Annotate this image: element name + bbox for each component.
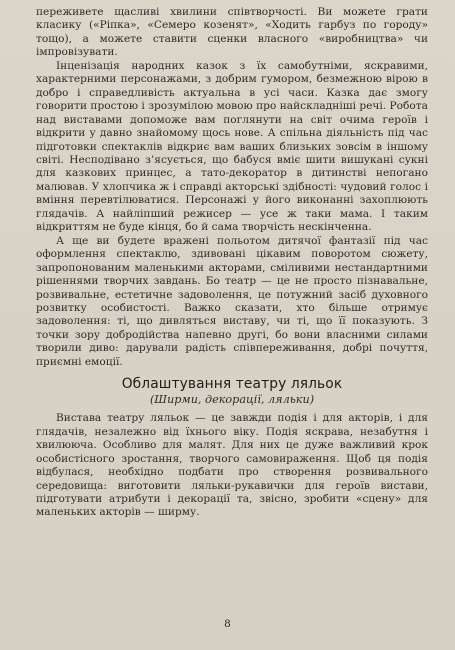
body-text (36, 6, 428, 369)
section-subheading: (Ширми, декорації, ляльки) (149, 393, 315, 407)
section-text (36, 412, 428, 520)
paragraph-fairy-tales: Інценізація народних казок з їх самобутніми, яскравими, характерними персонажами, з добрим гумором, безмежною вірою в добро і справедливість актуальна в усі часи. Казка дає змогу говорити простою і зрозумілою мовою про найскладніші речі. Робота над виставами допоможе вам поглянути на світ очима героїв і відкрити у давно знайомому щось нове. А спільна діяльність під час підготовки спектаклів відкриє вам ваших близьких зовсім в іншому світі. Несподівано з’ясується, що бабуся вміє шити вишукані сукні для казкових принцес, а тато-декоратор в дитинстві непогано малював. У хлопчика ж і справді акторські здібності: чудовий голос і вміння перевтілюватися. Персонажі у його виконанні захоплюють глядачів. А найліпший режисер — усе ж таки мама. І таким відкриттям не буде кінця, бо й сама творчість нескінченна. (36, 59, 428, 234)
paragraph-puppet-show: Вистава театру ляльок — це завжди подія і для акторів, і для глядачів, незалежно від їхнього віку. Подія яскрава, незабутня і хвилююча. Особливо для малят. Для них це дуже важливий крок особистісного зростання, творчого самовираження. Щоб ця подія відбулася, необхідно подбати про створення розвивального середовища: виготовити ляльки-рукавички для героїв вистави, підготувати атрибути і декорації та, звісно, зробити «сцену» для маленьких акторів — ширму. (36, 412, 428, 519)
page-number: 8 (224, 618, 231, 630)
paragraph-continued: переживете щасливі хвилини співтворчості. Ви можете грати класику («Ріпка», «Семеро козенят», «Ходить гарбуз по городу» тощо), а можете ставити сценки власного «виробництва» чи імпровізувати. (36, 6, 428, 59)
section-heading: Облаштування театру ляльок (121, 376, 343, 393)
paragraph-children-fantasy: А ще ви будете вражені польотом дитячої фантазії під час оформлення спектаклю, здивовані цікавим поворотом сюжету, запропонованим маленькими акторами, сміливими нестандартними рішеннями творчих завдань. Бо театр — це не просто пізнавальне, розвивальне, естетичне задоволення, це потужний засіб духовного розвитку особистості. Важко сказати, хто більше отримує задоволення: ті, що дивляться виставу, чи ті, що її показують. З точки зору добродійства напевно другі, бо вони власними силами творили диво: дарували радість співпереживання, добрі почуття, приємні емоції. (36, 234, 428, 368)
